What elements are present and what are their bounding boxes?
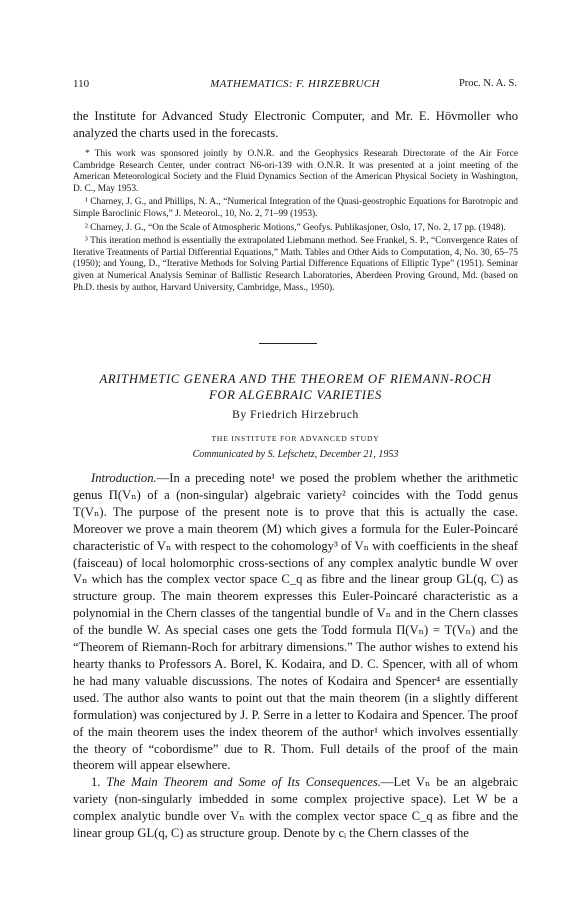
section-1-heading: The Main Theorem and Some of Its Consequences. xyxy=(106,775,381,790)
journal-abbreviation: Proc. N. A. S. xyxy=(458,78,517,89)
footnote-star: * This work was sponsored jointly by O.N.R. and the Geophysics Researah Directorate of the Air Force Cambridge Research Center, under contract N6-ori-139 with O.N.R. It was presented at a joint meeting of the American Meteorological Society and the Fluid Dynamics Section of the American Physical Society in Washington, D. C., May 1953. xyxy=(73,149,518,194)
introduction-paragraph xyxy=(73,470,518,774)
article-title-line-2: FOR ALGEBRAIC VARIETIES xyxy=(208,388,383,402)
section-1-paragraph xyxy=(73,774,518,842)
footnote-1: ¹ Charney, J. G., and Phillips, N. A., “Numerical Integration of the Quasi-geostrophic Equations for Barotropic and Simple Baroclinic Flows,” J. Meteorol., 10, No. 2, 71–99 (1953). xyxy=(73,197,518,219)
author-institution: THE INSTITUTE FOR ADVANCED STUDY xyxy=(211,434,380,443)
running-title: MATHEMATICS: F. HIRZEBRUCH xyxy=(210,78,380,90)
introduction-text: —In a preceding note¹ we posed the problem whether the arithmetic genus Π(Vₙ) of a (non-singular) algebraic variety² coincides with the Todd genus T(Vₙ). The purpose of the present note is to prove that this is actually the case. Moreover we prove a main theorem (M) which gives a formula for the Euler-Poincaré characteristic of Vₙ with respect to the cohomology³ of Vₙ with coefficients in the sheaf (faisceau) of local holomorphic cross-sections of any complex analytic bundle W over Vₙ which has the complex vector space C_q as fibre and the linear group GL(q, C) as structure group. The main theorem expresses this Euler-Poincaré characteristic as a polynomial in the Chern classes of the tangential bundle of Vₙ and in the Chern classes of the bundle W. As special cases one gets the Todd formula Π(Vₙ) = T(Vₙ) and the “Theorem of Riemann-Roch for arbitrary dimensions.” The author wishes to extend his hearty thanks to Professors A. Borel, K. Kodaira, and D. C. Spencer, with all of whom he had many valuable discussions. The notes of Kodaira and Spencer⁴ are essentially used. The author also wants to point out that the main theorem (in a slightly different formulation) was conjectured by J. P. Serre in a letter to Kodaira and Spencer. The proof of the main theorem uses the index theorem of the author¹ which involves essentially the theory of “cobordisme” due to R. Thom. Full details of the proof of the main theorem will appear elsewhere. xyxy=(73,471,518,773)
previous-article-ending xyxy=(73,108,518,142)
continuation-paragraph: the Institute for Advanced Study Electronic Computer, and Mr. E. Hövmoller who analyzed the charts used in the forecasts. xyxy=(73,109,518,140)
footnote-3: ³ This iteration method is essentially the extrapolated Liebmann method. See Frankel, S. P., “Convergence Rates of Iterative Treatments of Partial Differential Equations,” Math. Tables and Other Aids to Computation, 4, No. 30, 65–75 (1950); and Young, D., “Iterative Methods for Solving Partial Difference Equations of Elliptic Type” (1951). Seminar given at Numerical Analysis Seminar of Ballistic Research Laboratories, Aberdeen Proving Ground, Md. (based on Ph.D. thesis by author, Harvard University, Cambridge, Mass., 1950). xyxy=(73,236,518,293)
footnotes xyxy=(73,149,518,296)
article-title-line-1: ARITHMETIC GENERA AND THE THEOREM OF RIEMANN-ROCH xyxy=(99,372,492,386)
author-byline: By Friedrich Hirzebruch xyxy=(232,409,359,421)
section-1-number: 1. xyxy=(91,775,101,790)
page-number: 110 xyxy=(73,78,90,90)
section-divider xyxy=(259,343,317,344)
introduction-heading: Introduction. xyxy=(91,471,157,485)
article-title xyxy=(73,371,518,403)
section-1-text: —Let Vₙ be an algebraic variety (non-singularly imbedded in some complex projective space). Let W be a complex analytic bundle over Vₙ with the complex vector space C_q as fibre and the linear group GL(q, C) as structure group. Denote by cᵢ the Chern classes of the xyxy=(73,775,518,841)
running-header xyxy=(73,78,517,94)
article-body xyxy=(73,470,518,842)
footnote-2: ² Charney, J. G., “On the Scale of Atmospheric Motions,” Geofys. Publikasjoner, Oslo, 17, No. 2, 17 pp. (1948). xyxy=(85,222,506,233)
communicated-by: Communicated by S. Lefschetz, December 21, 1953 xyxy=(192,449,399,460)
